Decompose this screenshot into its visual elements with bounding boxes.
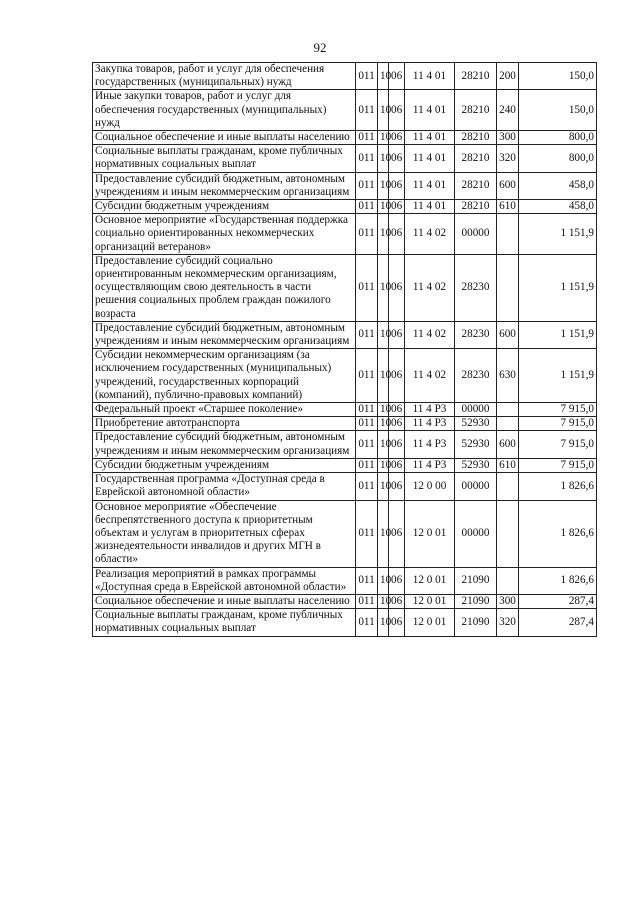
amount-cell: 7 915,0 <box>519 403 597 417</box>
section-code-cell: 10 <box>378 609 389 636</box>
row-name-cell: Закупка товаров, работ и услуг для обеспечения государственных (муниципальных) нужд <box>93 63 356 90</box>
row-name-cell: Иные закупки товаров, работ и услуг для обеспечения государственных (муниципальных) нужд <box>93 90 356 131</box>
amount-cell: 7 915,0 <box>519 431 597 458</box>
expense-type-cell: 200 <box>497 63 519 90</box>
section-code-cell: 10 <box>378 403 389 417</box>
row-name-cell: Предоставление субсидий бюджетным, автономным учреждениям и иным некоммерческим организациям <box>93 431 356 458</box>
row-name-cell: Субсидии бюджетным учреждениям <box>93 458 356 472</box>
amount-cell: 458,0 <box>519 172 597 199</box>
ministry-code-cell: 011 <box>356 500 378 567</box>
program-code-cell: 11 4 P3 <box>405 417 455 431</box>
row-name-cell: Основное мероприятие «Обеспечение беспрепятственного доступа к приоритетным объектам и услугам в приоритетных сферах жизнедеятельности инвалидов и других МГН в области» <box>93 500 356 567</box>
row-name-cell: Предоставление субсидий бюджетным, автономным учреждениям и иным некоммерческим организациям <box>93 172 356 199</box>
subsection-code-cell: 06 <box>389 63 405 90</box>
subsection-code-cell: 06 <box>389 473 405 500</box>
table-row <box>93 200 597 214</box>
subsection-code-cell: 06 <box>389 500 405 567</box>
expense-type-cell: 600 <box>497 321 519 348</box>
subsection-code-cell: 06 <box>389 403 405 417</box>
row-name-cell: Социальные выплаты гражданам, кроме публичных нормативных социальных выплат <box>93 609 356 636</box>
expense-type-cell <box>497 254 519 321</box>
subsection-code-cell: 06 <box>389 172 405 199</box>
table-row <box>93 321 597 348</box>
subsection-code-cell: 06 <box>389 609 405 636</box>
ministry-code-cell: 011 <box>356 594 378 608</box>
section-code-cell: 10 <box>378 473 389 500</box>
section-code-cell: 10 <box>378 417 389 431</box>
ministry-code-cell: 011 <box>356 145 378 172</box>
direction-code-cell: 52930 <box>455 431 497 458</box>
table-body <box>93 63 597 637</box>
ministry-code-cell: 011 <box>356 172 378 199</box>
table-row <box>93 349 597 403</box>
amount-cell: 800,0 <box>519 145 597 172</box>
direction-code-cell: 28210 <box>455 145 497 172</box>
ministry-code-cell: 011 <box>356 90 378 131</box>
budget-table <box>92 62 597 637</box>
ministry-code-cell: 011 <box>356 431 378 458</box>
table-row <box>93 417 597 431</box>
expense-type-cell: 320 <box>497 145 519 172</box>
subsection-code-cell: 06 <box>389 458 405 472</box>
row-name-cell: Социальное обеспечение и иные выплаты населению <box>93 594 356 608</box>
direction-code-cell: 28230 <box>455 349 497 403</box>
program-code-cell: 11 4 02 <box>405 321 455 348</box>
section-code-cell: 10 <box>378 90 389 131</box>
ministry-code-cell: 011 <box>356 567 378 594</box>
direction-code-cell: 00000 <box>455 473 497 500</box>
subsection-code-cell: 06 <box>389 200 405 214</box>
section-code-cell: 10 <box>378 594 389 608</box>
expense-type-cell <box>497 500 519 567</box>
program-code-cell: 11 4 01 <box>405 90 455 131</box>
subsection-code-cell: 06 <box>389 145 405 172</box>
program-code-cell: 11 4 P3 <box>405 458 455 472</box>
expense-type-cell: 240 <box>497 90 519 131</box>
program-code-cell: 11 4 02 <box>405 349 455 403</box>
expense-type-cell: 300 <box>497 131 519 145</box>
program-code-cell: 11 4 P3 <box>405 403 455 417</box>
row-name-cell: Социальные выплаты гражданам, кроме публичных нормативных социальных выплат <box>93 145 356 172</box>
direction-code-cell: 28230 <box>455 254 497 321</box>
subsection-code-cell: 06 <box>389 214 405 255</box>
subsection-code-cell: 06 <box>389 131 405 145</box>
direction-code-cell: 28210 <box>455 172 497 199</box>
table-row <box>93 567 597 594</box>
table-row <box>93 431 597 458</box>
section-code-cell: 10 <box>378 431 389 458</box>
table-row <box>93 609 597 636</box>
ministry-code-cell: 011 <box>356 609 378 636</box>
expense-type-cell: 610 <box>497 200 519 214</box>
expense-type-cell: 600 <box>497 172 519 199</box>
table-row <box>93 403 597 417</box>
ministry-code-cell: 011 <box>356 458 378 472</box>
section-code-cell: 10 <box>378 200 389 214</box>
expense-type-cell: 300 <box>497 594 519 608</box>
direction-code-cell: 21090 <box>455 594 497 608</box>
section-code-cell: 10 <box>378 145 389 172</box>
program-code-cell: 11 4 02 <box>405 254 455 321</box>
row-name-cell: Предоставление субсидий бюджетным, автономным учреждениям и иным некоммерческим организациям <box>93 321 356 348</box>
direction-code-cell: 00000 <box>455 403 497 417</box>
ministry-code-cell: 011 <box>356 254 378 321</box>
subsection-code-cell: 06 <box>389 567 405 594</box>
program-code-cell: 12 0 01 <box>405 594 455 608</box>
ministry-code-cell: 011 <box>356 131 378 145</box>
amount-cell: 1 151,9 <box>519 254 597 321</box>
direction-code-cell: 00000 <box>455 214 497 255</box>
direction-code-cell: 28210 <box>455 131 497 145</box>
direction-code-cell: 28210 <box>455 200 497 214</box>
amount-cell: 458,0 <box>519 200 597 214</box>
section-code-cell: 10 <box>378 63 389 90</box>
section-code-cell: 10 <box>378 172 389 199</box>
expense-type-cell <box>497 403 519 417</box>
row-name-cell: Социальное обеспечение и иные выплаты населению <box>93 131 356 145</box>
direction-code-cell: 28210 <box>455 63 497 90</box>
table-row <box>93 131 597 145</box>
subsection-code-cell: 06 <box>389 594 405 608</box>
program-code-cell: 11 4 01 <box>405 145 455 172</box>
program-code-cell: 11 4 01 <box>405 63 455 90</box>
amount-cell: 1 151,9 <box>519 349 597 403</box>
table-row <box>93 63 597 90</box>
row-name-cell: Субсидии некоммерческим организациям (за исключением государственных (муниципальных) учреждений, государственных корпораций (компаний), публично-правовых компаний) <box>93 349 356 403</box>
section-code-cell: 10 <box>378 500 389 567</box>
expense-type-cell <box>497 214 519 255</box>
amount-cell: 1 151,9 <box>519 214 597 255</box>
subsection-code-cell: 06 <box>389 254 405 321</box>
row-name-cell: Государственная программа «Доступная среда в Еврейской автономной области» <box>93 473 356 500</box>
section-code-cell: 10 <box>378 567 389 594</box>
direction-code-cell: 28210 <box>455 90 497 131</box>
expense-type-cell <box>497 567 519 594</box>
direction-code-cell: 52930 <box>455 458 497 472</box>
expense-type-cell: 320 <box>497 609 519 636</box>
section-code-cell: 10 <box>378 349 389 403</box>
table-row <box>93 500 597 567</box>
row-name-cell: Приобретение автотранспорта <box>93 417 356 431</box>
section-code-cell: 10 <box>378 214 389 255</box>
row-name-cell: Основное мероприятие «Государственная поддержка социально ориентированных некоммерческих организаций ветеранов» <box>93 214 356 255</box>
amount-cell: 7 915,0 <box>519 417 597 431</box>
ministry-code-cell: 011 <box>356 321 378 348</box>
direction-code-cell: 21090 <box>455 567 497 594</box>
subsection-code-cell: 06 <box>389 349 405 403</box>
ministry-code-cell: 011 <box>356 403 378 417</box>
amount-cell: 150,0 <box>519 90 597 131</box>
amount-cell: 1 826,6 <box>519 500 597 567</box>
expense-type-cell <box>497 473 519 500</box>
subsection-code-cell: 06 <box>389 417 405 431</box>
expense-type-cell: 600 <box>497 431 519 458</box>
program-code-cell: 12 0 01 <box>405 500 455 567</box>
amount-cell: 287,4 <box>519 609 597 636</box>
row-name-cell: Предоставление субсидий социально ориентированным некоммерческим организациям, осуществляющим свою деятельность в части решения социальных проблем граждан пожилого возраста <box>93 254 356 321</box>
expense-type-cell: 610 <box>497 458 519 472</box>
table-row <box>93 594 597 608</box>
ministry-code-cell: 011 <box>356 417 378 431</box>
ministry-code-cell: 011 <box>356 63 378 90</box>
amount-cell: 1 151,9 <box>519 321 597 348</box>
subsection-code-cell: 06 <box>389 431 405 458</box>
section-code-cell: 10 <box>378 321 389 348</box>
ministry-code-cell: 011 <box>356 473 378 500</box>
subsection-code-cell: 06 <box>389 90 405 131</box>
section-code-cell: 10 <box>378 254 389 321</box>
program-code-cell: 11 4 01 <box>405 172 455 199</box>
direction-code-cell: 28230 <box>455 321 497 348</box>
amount-cell: 1 826,6 <box>519 473 597 500</box>
program-code-cell: 12 0 01 <box>405 609 455 636</box>
row-name-cell: Федеральный проект «Старшее поколение» <box>93 403 356 417</box>
table-row <box>93 254 597 321</box>
ministry-code-cell: 011 <box>356 200 378 214</box>
program-code-cell: 11 4 02 <box>405 214 455 255</box>
program-code-cell: 12 0 01 <box>405 567 455 594</box>
program-code-cell: 11 4 01 <box>405 200 455 214</box>
program-code-cell: 12 0 00 <box>405 473 455 500</box>
amount-cell: 7 915,0 <box>519 458 597 472</box>
section-code-cell: 10 <box>378 458 389 472</box>
page-number: 92 <box>313 40 327 55</box>
amount-cell: 287,4 <box>519 594 597 608</box>
table-row <box>93 172 597 199</box>
direction-code-cell: 52930 <box>455 417 497 431</box>
subsection-code-cell: 06 <box>389 321 405 348</box>
table-row <box>93 214 597 255</box>
table-row <box>93 145 597 172</box>
direction-code-cell: 00000 <box>455 500 497 567</box>
program-code-cell: 11 4 01 <box>405 131 455 145</box>
expense-type-cell: 630 <box>497 349 519 403</box>
amount-cell: 800,0 <box>519 131 597 145</box>
section-code-cell: 10 <box>378 131 389 145</box>
ministry-code-cell: 011 <box>356 349 378 403</box>
table-row <box>93 90 597 131</box>
direction-code-cell: 21090 <box>455 609 497 636</box>
expense-type-cell <box>497 417 519 431</box>
amount-cell: 1 826,6 <box>519 567 597 594</box>
ministry-code-cell: 011 <box>356 214 378 255</box>
row-name-cell: Реализация мероприятий в рамках программы «Доступная среда в Еврейской автономной области» <box>93 567 356 594</box>
row-name-cell: Субсидии бюджетным учреждениям <box>93 200 356 214</box>
amount-cell: 150,0 <box>519 63 597 90</box>
table-row <box>93 473 597 500</box>
table-row <box>93 458 597 472</box>
program-code-cell: 11 4 P3 <box>405 431 455 458</box>
